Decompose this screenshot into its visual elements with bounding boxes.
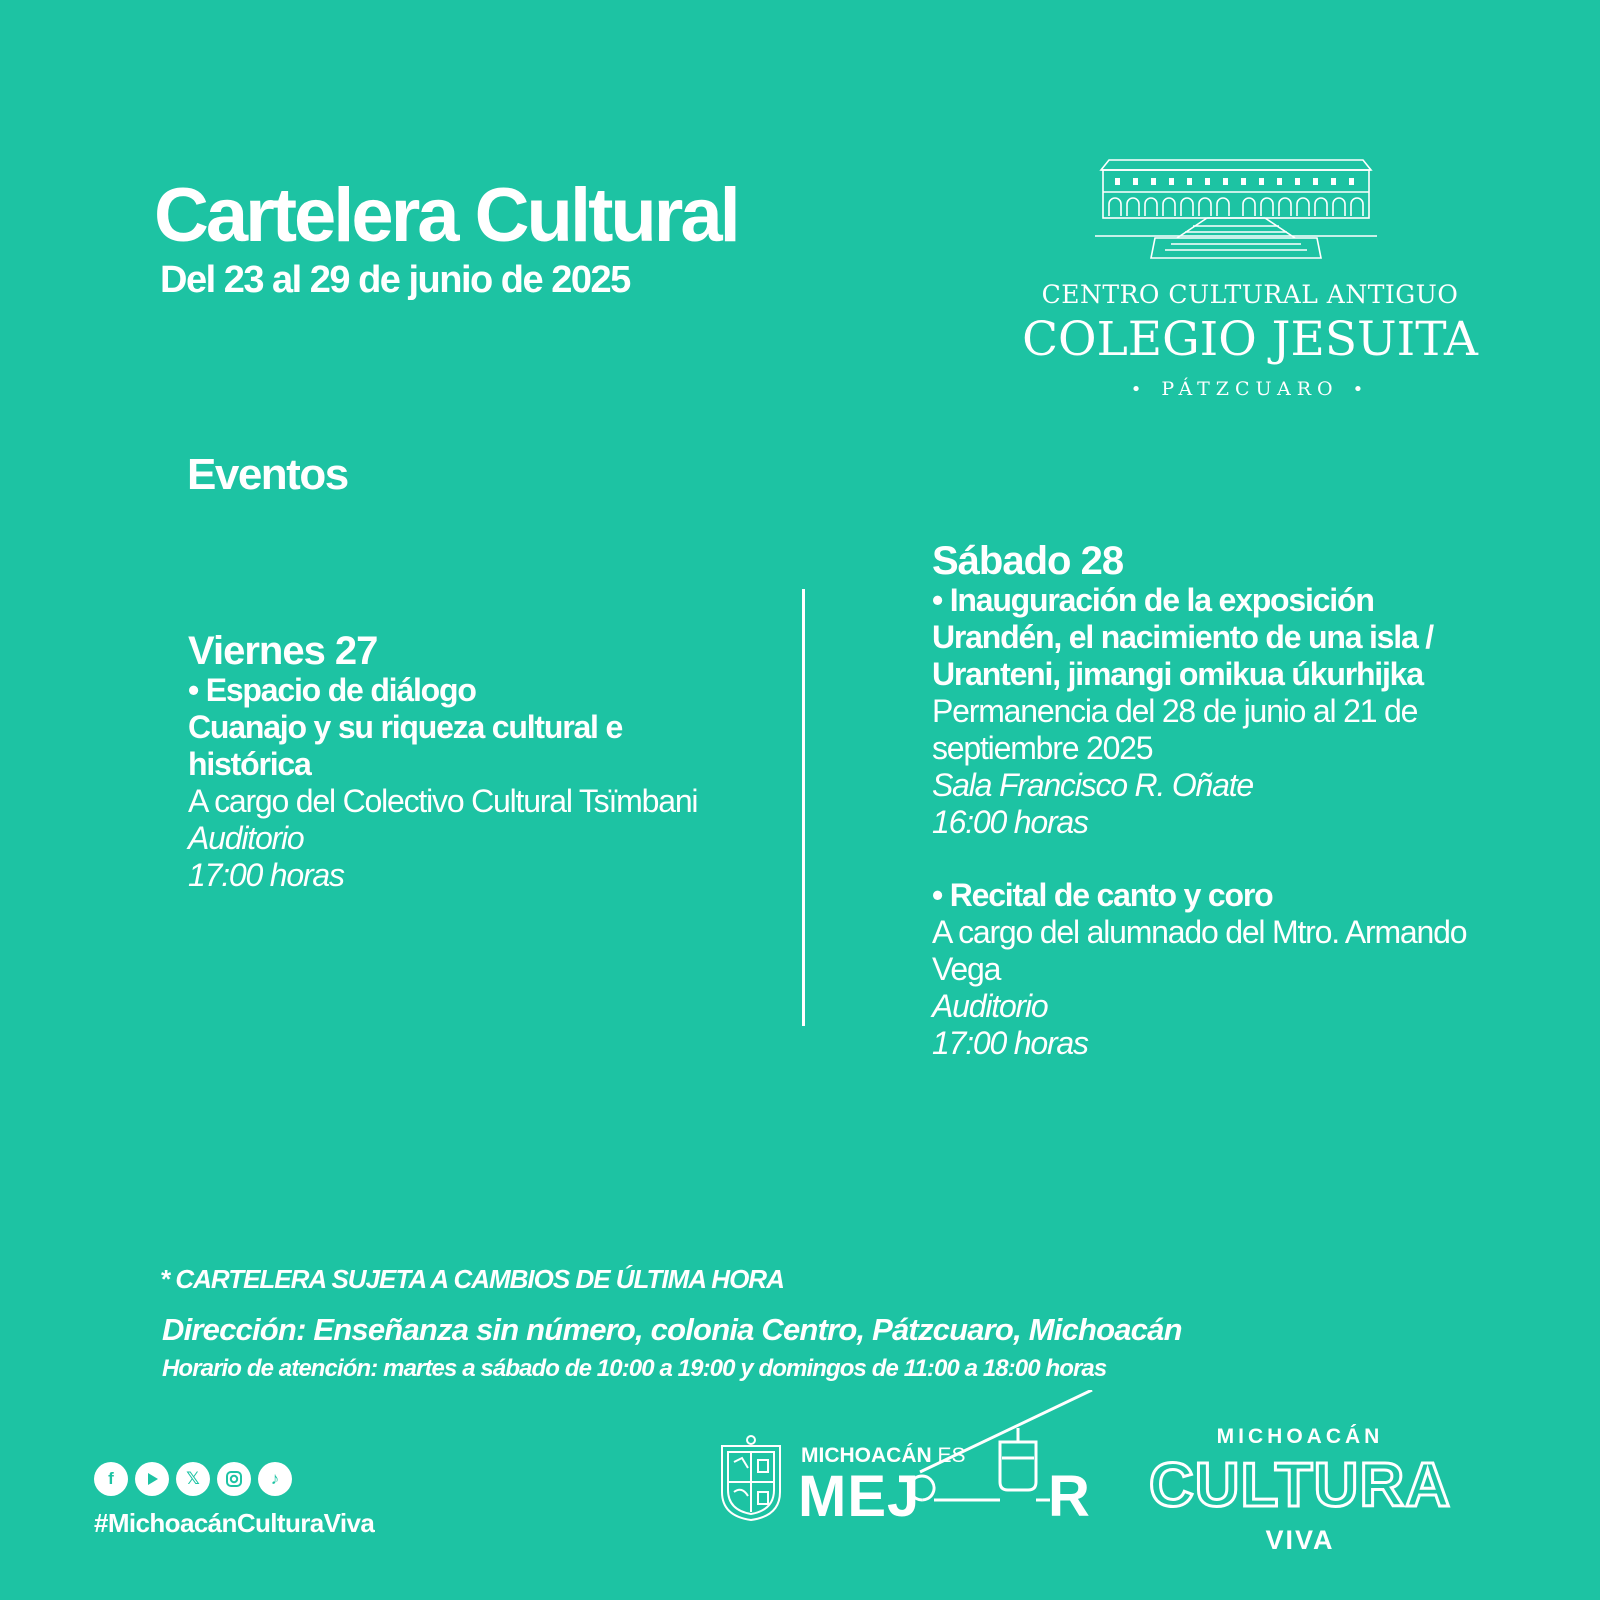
event-title: • Espacio de diálogo xyxy=(188,672,476,708)
viva-label: VIVA xyxy=(1265,1525,1335,1555)
event-time: 17:00 horas xyxy=(188,857,344,893)
opening-hours: Horario de atención: martes a sábado de 10:00 a 19:00 y domingos de 11:00 a 18:00 horas xyxy=(162,1355,1107,1382)
mejor-r-label: R xyxy=(1048,1464,1090,1529)
building-icon xyxy=(1095,158,1377,262)
logo-line-3 xyxy=(990,378,1510,400)
facebook-icon[interactable]: f xyxy=(94,1462,128,1496)
event-host: A cargo del alumnado del Mtro. Armando Vega xyxy=(932,914,1467,987)
mejor-label: MEJ xyxy=(798,1464,921,1529)
event-host: A cargo del Colectivo Cultural Tsïmbani xyxy=(188,783,698,819)
event-time: 16:00 horas xyxy=(932,804,1088,840)
logo-line-1: CENTRO CULTURAL ANTIGUO xyxy=(1041,280,1459,309)
es-label: ES xyxy=(937,1444,966,1467)
social-icons xyxy=(94,1462,292,1496)
event-place: Auditorio xyxy=(932,988,1048,1024)
colegio-jesuita-logo xyxy=(990,150,1510,410)
instagram-icon[interactable] xyxy=(217,1462,251,1496)
date-range: Del 23 al 29 de junio de 2025 xyxy=(160,259,630,301)
hashtag: #MichoacánCulturaViva xyxy=(94,1508,375,1538)
logo-line-2: COLEGIO JESUITA xyxy=(1022,312,1478,367)
event-subtitle: Cuanajo y su riqueza cultural e histórica xyxy=(188,709,623,782)
section-title: Eventos xyxy=(187,450,348,499)
page-title: Cartelera Cultural xyxy=(154,173,738,258)
dot-icon: • xyxy=(1352,379,1370,400)
michoacan-label: MICHOACÁN xyxy=(801,1444,932,1467)
dot-icon: • xyxy=(1130,379,1148,400)
schedule-notice: * CARTELERA SUJETA A CAMBIOS DE ÚLTIMA HORA xyxy=(160,1264,784,1294)
x-icon[interactable]: 𝕏 xyxy=(176,1462,210,1496)
youtube-icon[interactable] xyxy=(135,1462,169,1496)
event-duration: Permanencia del 28 de junio al 21 de septiembre 2025 xyxy=(932,693,1418,766)
cultura-label: CULTURA xyxy=(1148,1451,1451,1520)
day-heading: Viernes 27 xyxy=(188,629,378,673)
day-heading: Sábado 28 xyxy=(932,539,1124,583)
event-place: Sala Francisco R. Oñate xyxy=(932,767,1253,803)
event-place: Auditorio xyxy=(188,820,304,856)
event-title: • Inauguración de la exposición Urandén, el nacimiento de una isla / Uranteni, jimangi omikua úkurhijka xyxy=(932,582,1433,692)
address: Dirección: Enseñanza sin número, colonia Centro, Pátzcuaro, Michoacán xyxy=(162,1312,1182,1347)
events-friday xyxy=(188,630,708,894)
event-title: • Recital de canto y coro xyxy=(932,877,1273,913)
logo-city: PÁTZCUARO xyxy=(1161,378,1339,400)
shield-icon xyxy=(718,1432,784,1522)
tiktok-icon[interactable]: ♪ xyxy=(258,1462,292,1496)
column-divider xyxy=(802,589,805,1026)
events-saturday xyxy=(932,540,1472,1062)
cultura-top-label: MICHOACÁN xyxy=(1216,1425,1384,1448)
event-time: 17:00 horas xyxy=(932,1025,1088,1061)
